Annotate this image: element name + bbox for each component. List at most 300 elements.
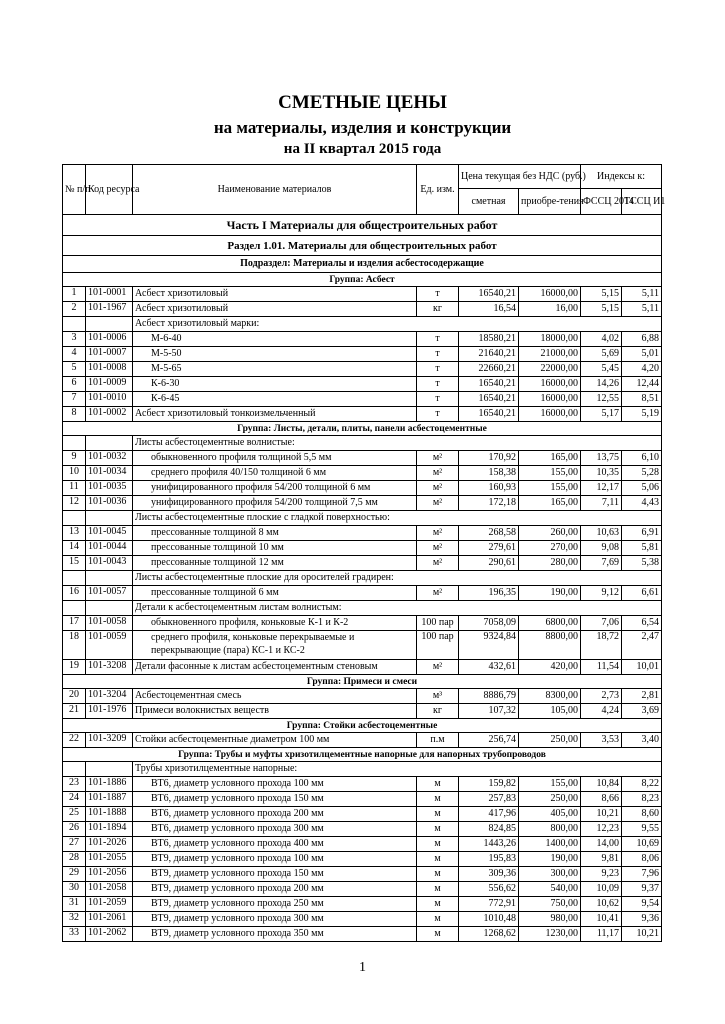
price-smet: 1443,26 [459,837,519,852]
resource-code: 101-0002 [86,407,133,422]
material-name: прессованные толщиной 12 мм [133,556,417,571]
row-number: 20 [63,689,86,704]
price-acq: 750,00 [519,897,581,912]
unit-of-measure: м² [417,496,459,511]
group-header-row [63,422,662,436]
index-tssc: 5,81 [622,541,662,556]
material-name: ВТ9, диаметр условного прохода 200 мм [133,882,417,897]
resource-code: 101-2059 [86,897,133,912]
index-fssc: 10,63 [581,526,622,541]
subsection-title: Подраздел: Материалы и изделия асбестосодержащие [63,256,662,273]
material-name: обыкновенного профиля толщиной 5,5 мм [133,451,417,466]
row-number: 29 [63,867,86,882]
row-number: 15 [63,556,86,571]
index-fssc: 7,69 [581,556,622,571]
doc-title: СМЕТНЫЕ ЦЕНЫ [278,92,447,113]
col-header-num: № п/п [63,165,86,215]
price-smet: 824,85 [459,822,519,837]
price-acq: 16000,00 [519,392,581,407]
table-row [63,616,662,631]
price-acq: 1230,00 [519,927,581,942]
price-smet: 256,74 [459,733,519,748]
material-name: ВТ6, диаметр условного прохода 400 мм [133,837,417,852]
resource-code: 101-0058 [86,616,133,631]
table-row [63,302,662,317]
index-fssc: 5,69 [581,347,622,362]
row-number: 27 [63,837,86,852]
resource-code: 101-3204 [86,689,133,704]
col-header-unit: Ед. изм. [417,165,459,215]
table-row [63,882,662,897]
part-title: Часть I Материалы для общестроительных работ [63,215,662,236]
material-name: унифицированного профиля 54/200 толщиной 7,5 мм [133,496,417,511]
index-tssc: 6,10 [622,451,662,466]
unit-of-measure: м [417,867,459,882]
price-smet: 159,82 [459,777,519,792]
row-number: 33 [63,927,86,942]
index-tssc: 5,11 [622,302,662,317]
material-name: ВТ6, диаметр условного прохода 200 мм [133,807,417,822]
index-fssc: 9,12 [581,586,622,601]
index-tssc: 4,20 [622,362,662,377]
index-fssc: 7,06 [581,616,622,631]
resource-code: 101-3208 [86,660,133,675]
price-smet: 21640,21 [459,347,519,362]
price-acq: 165,00 [519,496,581,511]
row-number: 16 [63,586,86,601]
group-title: Группа: Асбест [63,273,662,287]
row-number: 19 [63,660,86,675]
col-header-price-smet: сметная [459,189,519,215]
index-tssc: 9,37 [622,882,662,897]
index-tssc: 8,23 [622,792,662,807]
table-row [63,867,662,882]
resource-code: 101-0010 [86,392,133,407]
price-acq: 22000,00 [519,362,581,377]
index-tssc: 10,01 [622,660,662,675]
row-number: 2 [63,302,86,317]
price-smet: 172,18 [459,496,519,511]
table-row [63,631,662,660]
material-name: К-6-30 [133,377,417,392]
subheading-text: Асбест хризотиловый марки: [133,317,662,332]
row-number: 8 [63,407,86,422]
unit-of-measure: м [417,912,459,927]
table-row [63,689,662,704]
price-smet: 290,61 [459,556,519,571]
price-acq: 165,00 [519,451,581,466]
price-acq: 8300,00 [519,689,581,704]
price-acq: 300,00 [519,867,581,882]
resource-code: 101-0035 [86,481,133,496]
index-tssc: 8,60 [622,807,662,822]
material-name: ВТ6, диаметр условного прохода 300 мм [133,822,417,837]
price-acq: 8800,00 [519,631,581,660]
index-fssc: 10,84 [581,777,622,792]
price-smet: 22660,21 [459,362,519,377]
resource-code: 101-1976 [86,704,133,719]
subheading-row [63,317,662,332]
price-acq: 18000,00 [519,332,581,347]
material-name: ВТ9, диаметр условного прохода 100 мм [133,852,417,867]
resource-code: 101-0057 [86,586,133,601]
price-smet: 7058,09 [459,616,519,631]
table-row [63,496,662,511]
table-row [63,451,662,466]
resource-code: 101-0059 [86,631,133,660]
price-acq: 540,00 [519,882,581,897]
index-fssc: 14,26 [581,377,622,392]
index-fssc: 18,72 [581,631,622,660]
unit-of-measure: м [417,852,459,867]
price-smet: 9324,84 [459,631,519,660]
material-name: Асбест хризотиловый [133,302,417,317]
index-tssc: 9,54 [622,897,662,912]
unit-of-measure: м² [417,556,459,571]
row-number: 4 [63,347,86,362]
price-acq: 800,00 [519,822,581,837]
resource-code: 101-0034 [86,466,133,481]
table-row [63,556,662,571]
material-name: среднего профиля, коньковые перекрываемые и перекрывающие (пара) КС-1 и КС-2 [133,631,417,660]
unit-of-measure: м [417,792,459,807]
price-acq: 250,00 [519,792,581,807]
table-row [63,466,662,481]
index-tssc: 6,91 [622,526,662,541]
table-row [63,332,662,347]
table-row [63,822,662,837]
price-acq: 21000,00 [519,347,581,362]
table-row [63,377,662,392]
price-smet: 279,61 [459,541,519,556]
unit-of-measure: м² [417,586,459,601]
table-row [63,852,662,867]
resource-code: 101-0009 [86,377,133,392]
index-fssc: 5,45 [581,362,622,377]
row-number: 30 [63,882,86,897]
price-acq: 405,00 [519,807,581,822]
unit-of-measure: т [417,362,459,377]
table-row [63,541,662,556]
table-row [63,347,662,362]
resource-code: 101-0043 [86,556,133,571]
price-smet: 16,54 [459,302,519,317]
index-tssc: 5,01 [622,347,662,362]
resource-code: 101-0036 [86,496,133,511]
price-smet: 417,96 [459,807,519,822]
index-fssc: 9,08 [581,541,622,556]
index-tssc: 2,47 [622,631,662,660]
price-acq: 190,00 [519,586,581,601]
table-row [63,792,662,807]
material-name: Асбест хризотиловый тонкоизмельченный [133,407,417,422]
index-tssc: 6,88 [622,332,662,347]
price-smet: 160,93 [459,481,519,496]
price-smet: 107,32 [459,704,519,719]
subheading-row [63,601,662,616]
material-name: М-5-65 [133,362,417,377]
price-acq: 980,00 [519,912,581,927]
group-title: Группа: Трубы и муфты хризотилцементные напорные для напорных трубопроводов [63,748,662,762]
unit-of-measure: м [417,927,459,942]
group-header-row [63,748,662,762]
unit-of-measure: 100 пар [417,616,459,631]
index-fssc: 3,53 [581,733,622,748]
price-smet: 170,92 [459,451,519,466]
resource-code: 101-2056 [86,867,133,882]
material-name: прессованные толщиной 6 мм [133,586,417,601]
resource-code: 101-0044 [86,541,133,556]
price-smet: 16540,21 [459,377,519,392]
resource-code: 101-2055 [86,852,133,867]
index-tssc: 3,69 [622,704,662,719]
table-row [63,777,662,792]
unit-of-measure: м² [417,451,459,466]
group-header-row [63,273,662,287]
price-smet: 1268,62 [459,927,519,942]
price-acq: 155,00 [519,777,581,792]
index-tssc: 8,22 [622,777,662,792]
row-number: 31 [63,897,86,912]
material-name: ВТ9, диаметр условного прохода 300 мм [133,912,417,927]
unit-of-measure: т [417,347,459,362]
resource-code: 101-2062 [86,927,133,942]
unit-of-measure: м² [417,481,459,496]
subsection-header-row [63,256,662,273]
material-name: Асбест хризотиловый [133,287,417,302]
row-number: 13 [63,526,86,541]
resource-code: 101-0006 [86,332,133,347]
unit-of-measure: т [417,407,459,422]
table-row [63,392,662,407]
material-name: М-6-40 [133,332,417,347]
index-tssc: 5,11 [622,287,662,302]
unit-of-measure: м [417,882,459,897]
index-tssc: 5,19 [622,407,662,422]
index-fssc: 5,15 [581,287,622,302]
table-row [63,287,662,302]
resource-code: 101-0001 [86,287,133,302]
price-acq: 270,00 [519,541,581,556]
material-name: прессованные толщиной 10 мм [133,541,417,556]
price-acq: 260,00 [519,526,581,541]
col-header-code: Код ресурса [86,165,133,215]
table-row [63,481,662,496]
price-acq: 1400,00 [519,837,581,852]
doc-period: на II квартал 2015 года [283,141,442,157]
price-smet: 1010,48 [459,912,519,927]
index-tssc: 7,96 [622,867,662,882]
index-fssc: 2,73 [581,689,622,704]
resource-code: 101-0008 [86,362,133,377]
row-number: 28 [63,852,86,867]
price-acq: 16000,00 [519,407,581,422]
row-number: 1 [63,287,86,302]
unit-of-measure: м [417,777,459,792]
table-row [63,837,662,852]
index-tssc: 3,40 [622,733,662,748]
resource-code: 101-0045 [86,526,133,541]
index-fssc: 13,75 [581,451,622,466]
row-number: 12 [63,496,86,511]
price-acq: 420,00 [519,660,581,675]
unit-of-measure: м [417,837,459,852]
row-number: 14 [63,541,86,556]
unit-of-measure: п.м [417,733,459,748]
resource-code: 101-3209 [86,733,133,748]
row-number: 5 [63,362,86,377]
subheading-text: Детали к асбестоцементным листам волнистым: [133,601,662,616]
material-name: прессованные толщиной 8 мм [133,526,417,541]
material-name: унифицированного профиля 54/200 толщиной 6 мм [133,481,417,496]
subheading-text: Листы асбестоцементные волнистые: [133,436,662,451]
group-title: Группа: Листы, детали, плиты, панели асбестоцементные [63,422,662,436]
col-header-name: Наименование материалов [133,165,417,215]
material-name: Стойки асбестоцементные диаметром 100 мм [133,733,417,748]
resource-code: 101-2061 [86,912,133,927]
subheading-row [63,571,662,586]
index-fssc: 12,55 [581,392,622,407]
subheading-row [63,511,662,526]
price-smet: 8886,79 [459,689,519,704]
unit-of-measure: т [417,377,459,392]
section-title: Раздел 1.01. Материалы для общестроительных работ [63,236,662,256]
index-fssc: 9,81 [581,852,622,867]
row-number: 26 [63,822,86,837]
table-row [63,586,662,601]
index-tssc: 5,06 [622,481,662,496]
resource-code: 101-1887 [86,792,133,807]
index-tssc: 6,54 [622,616,662,631]
row-number: 23 [63,777,86,792]
resource-code: 101-2026 [86,837,133,852]
material-name: Детали фасонные к листам асбестоцементным стеновым [133,660,417,675]
subheading-text: Листы асбестоцементные плоские с гладкой поверхностью: [133,511,662,526]
price-acq: 190,00 [519,852,581,867]
unit-of-measure: кг [417,302,459,317]
price-acq: 16,00 [519,302,581,317]
resource-code: 101-2058 [86,882,133,897]
row-number: 9 [63,451,86,466]
resource-code: 101-0032 [86,451,133,466]
price-smet: 16540,21 [459,407,519,422]
resource-code: 101-1967 [86,302,133,317]
material-name: ВТ9, диаметр условного прохода 350 мм [133,927,417,942]
index-tssc: 9,36 [622,912,662,927]
material-name: Асбестоцементная смесь [133,689,417,704]
index-fssc: 11,54 [581,660,622,675]
material-name: Примеси волокнистых веществ [133,704,417,719]
index-fssc: 12,17 [581,481,622,496]
price-table-body [63,215,662,942]
doc-subtitle: на материалы, изделия и конструкции [213,118,512,137]
price-smet: 158,38 [459,466,519,481]
row-number: 18 [63,631,86,660]
col-header-indices: Индексы к: [581,165,662,189]
price-acq: 16000,00 [519,287,581,302]
unit-of-measure: м² [417,541,459,556]
price-acq: 155,00 [519,481,581,496]
unit-of-measure: м³ [417,689,459,704]
index-fssc: 10,41 [581,912,622,927]
unit-of-measure: м² [417,466,459,481]
price-table [62,164,666,942]
subheading-row [63,436,662,451]
price-smet: 772,91 [459,897,519,912]
unit-of-measure: т [417,392,459,407]
row-number: 6 [63,377,86,392]
row-number: 25 [63,807,86,822]
table-row [63,927,662,942]
material-name: ВТ9, диаметр условного прохода 250 мм [133,897,417,912]
index-fssc: 9,23 [581,867,622,882]
index-fssc: 10,21 [581,807,622,822]
index-tssc: 5,28 [622,466,662,481]
material-name: обыкновенного профиля, коньковые К-1 и К-2 [133,616,417,631]
unit-of-measure: м² [417,660,459,675]
row-number: 22 [63,733,86,748]
index-fssc: 4,24 [581,704,622,719]
subheading-row [63,762,662,777]
index-fssc: 10,35 [581,466,622,481]
col-header-price-acq: приобре-тения [519,189,581,215]
table-row [63,912,662,927]
unit-of-measure: кг [417,704,459,719]
col-header-price: Цена текущая без НДС (руб.) [459,165,581,189]
material-name: К-6-45 [133,392,417,407]
index-fssc: 12,23 [581,822,622,837]
group-header-row [63,675,662,689]
price-smet: 196,35 [459,586,519,601]
table-row [63,407,662,422]
index-tssc: 9,55 [622,822,662,837]
table-row [63,660,662,675]
index-tssc: 10,69 [622,837,662,852]
group-header-row [63,719,662,733]
resource-code: 101-1886 [86,777,133,792]
price-acq: 16000,00 [519,377,581,392]
resource-code: 101-0007 [86,347,133,362]
index-fssc: 5,17 [581,407,622,422]
index-tssc: 2,81 [622,689,662,704]
col-header-idx2: ТССЦ И1 [622,189,662,215]
group-title: Группа: Стойки асбестоцементные [63,719,662,733]
index-tssc: 5,38 [622,556,662,571]
unit-of-measure: т [417,287,459,302]
unit-of-measure: м [417,897,459,912]
subheading-text: Листы асбестоцементные плоские для оросителей градирен: [133,571,662,586]
index-tssc: 6,61 [622,586,662,601]
price-acq: 280,00 [519,556,581,571]
price-smet: 268,58 [459,526,519,541]
index-tssc: 12,44 [622,377,662,392]
price-acq: 6800,00 [519,616,581,631]
section-header-row [63,236,662,256]
material-name: М-5-50 [133,347,417,362]
row-number: 17 [63,616,86,631]
table-row [63,807,662,822]
part-header-row [63,215,662,236]
row-number: 24 [63,792,86,807]
price-acq: 105,00 [519,704,581,719]
index-fssc: 5,15 [581,302,622,317]
table-row [63,362,662,377]
row-number: 11 [63,481,86,496]
col-header-idx1: ФССЦ 2014 [581,189,622,215]
material-name: среднего профиля 40/150 толщиной 6 мм [133,466,417,481]
table-row [63,897,662,912]
index-fssc: 7,11 [581,496,622,511]
